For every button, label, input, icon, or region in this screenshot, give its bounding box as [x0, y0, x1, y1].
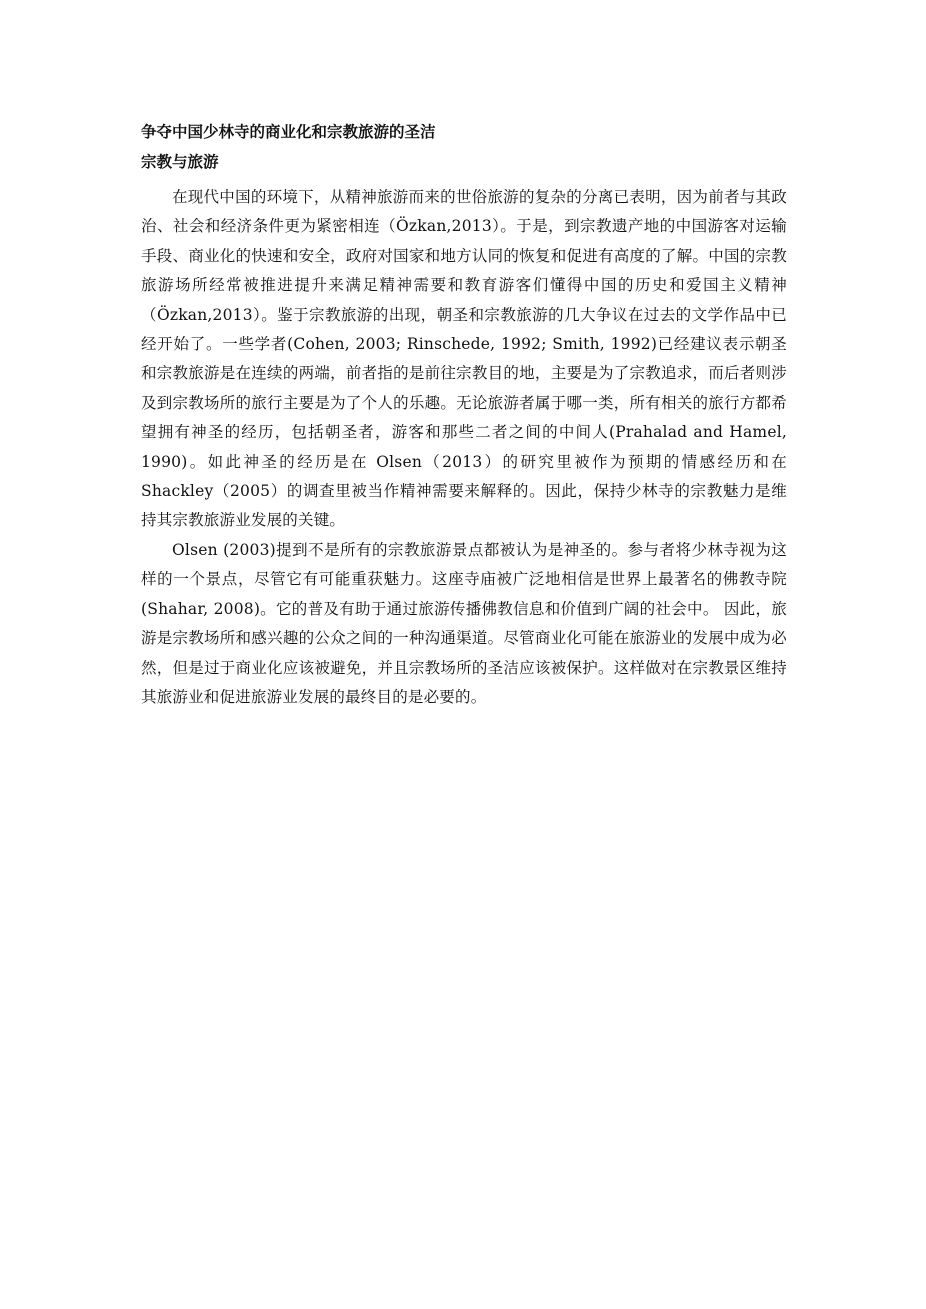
- document-title: 争夺中国少林寺的商业化和宗教旅游的圣洁: [141, 123, 436, 141]
- section-heading: 宗教与旅游: [141, 153, 219, 171]
- document-body: [141, 117, 787, 712]
- paragraph-2: Olsen (2003)提到不是所有的宗教旅游景点都被认为是神圣的。参与者将少林寺视为这样的一个景点，尽管它有可能重获魅力。这座寺庙被广泛地相信是世界上最著名的佛教寺院(Shahar, 2008)。它的普及有助于通过旅游传播佛教信息和价值到广阔的社会中。 因此，旅游是宗教场所和感兴趣的公众之间的一种沟通渠道。尽管商业化可能在旅游业的发展中成为必然，但是过于商业化应该被避免，并且宗教场所的圣洁应该被保护。这样做对在宗教景区维持其旅游业和促进旅游业发展的最终目的是必要的。: [141, 540, 787, 706]
- paragraph-1: 在现代中国的环境下，从精神旅游而来的世俗旅游的复杂的分离已表明，因为前者与其政治、社会和经济条件更为紧密相连（Özkan,2013）。于是，到宗教遗产地的中国游客对运输手段、商业化的快速和安全，政府对国家和地方认同的恢复和促进有高度的了解。中国的宗教旅游场所经常被推进提升来满足精神需要和教育游客们懂得中国的历史和爱国主义精神（Özkan,2013）。鉴于宗教旅游的出现，朝圣和宗教旅游的几大争议在过去的文学作品中已经开始了。一些学者(Cohen, 2003; Rinschede, 1992; Smith, 1992)已经建议表示朝圣和宗教旅游是在连续的两端，前者指的是前往宗教目的地，主要是为了宗教追求，而后者则涉及到宗教场所的旅行主要是为了个人的乐趣。无论旅游者属于哪一类，所有相关的旅行方都希望拥有神圣的经历，包括朝圣者，游客和那些二者之间的中间人(Prahalad and Hamel, 1990)。如此神圣的经历是在 Olsen（2013）的研究里被作为预期的情感经历和在 Shackley（2005）的调查里被当作精神需要来解释的。因此，保持少林寺的宗教魅力是维持其宗教旅游业发展的关键。: [141, 188, 787, 530]
